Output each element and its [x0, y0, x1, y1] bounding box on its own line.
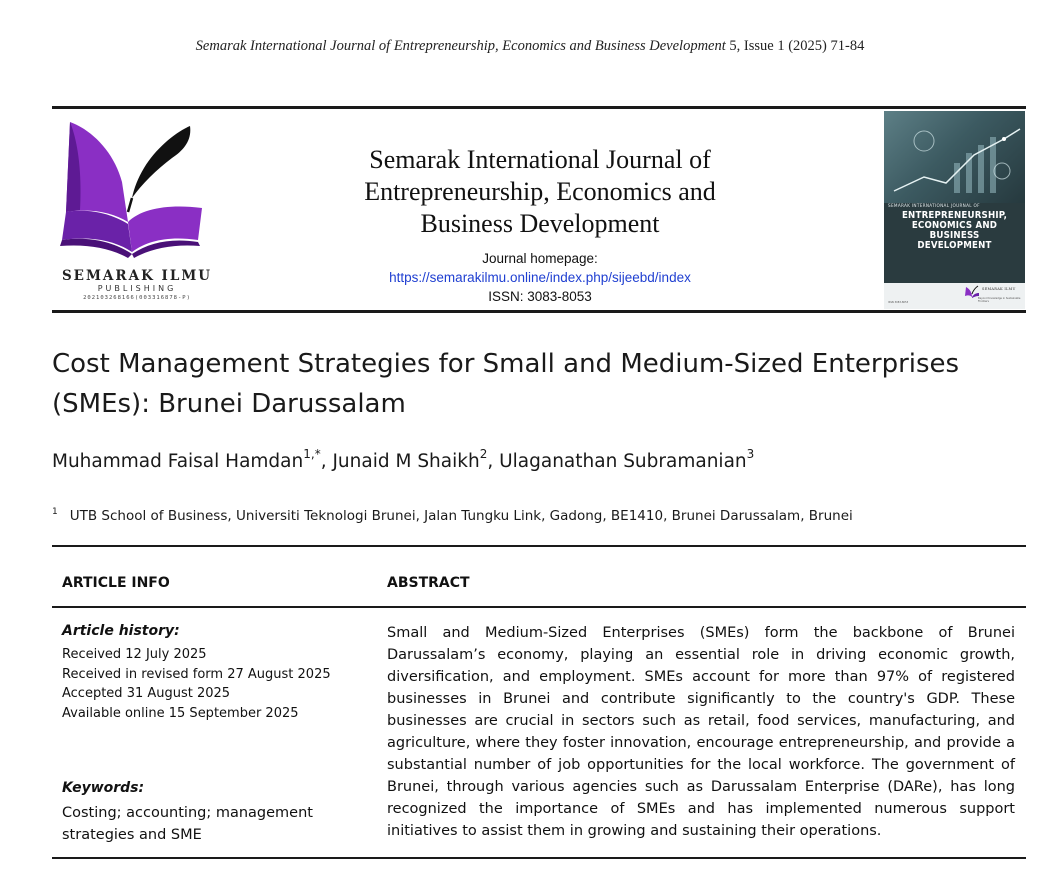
- journal-homepage-link[interactable]: https://semarakilmu.online/index.php/sijeebd/index: [389, 270, 691, 285]
- author-list: [52, 447, 755, 472]
- cover-band-text: SEMARAK ILMU: [982, 287, 1016, 291]
- book-quill-icon: [52, 112, 220, 272]
- abstract-header: ABSTRACT: [387, 575, 470, 591]
- paper-title-line: Cost Management Strategies for Small and Medium-Sized Enterprises: [52, 349, 960, 379]
- cover-title-line: ECONOMICS AND: [911, 220, 998, 231]
- cover-band-sub: Beyond Knowledge in Sustainable Frontiers: [978, 297, 1021, 303]
- affiliation: [52, 508, 853, 524]
- article-history-list: [62, 645, 331, 723]
- masthead-bottom-rule: [52, 310, 1026, 313]
- journal-title-line: Semarak International Journal of: [369, 145, 711, 174]
- abstract-text: Small and Medium-Sized Enterprises (SMEs) form the backbone of Brunei Darussalam’s economy, playing an essential role in driving economic growth, diversification, and employment. SMEs account for more than 97% of registered businesses in Brunei and contribute significantly to the country's GDP. These businesses are crucial in sectors such as retail, food services, manufacturing, and agriculture, where they foster innovation, encourage entrepreneurship, and provide a substantial number of job opportunities for the local workforce. The government of Brunei, through various agencies such as Darussalam Enterprise (DARe), has long recognized the importance of SMEs and has implemented numerous support initiatives to assist them in growing and sustaining their operations.: [387, 625, 1015, 839]
- article-history-label: Article history:: [62, 623, 180, 639]
- journal-cover: [884, 111, 1025, 309]
- journal-issn: ISSN: 3083-8053: [488, 289, 592, 304]
- history-item: Available online 15 September 2025: [62, 705, 299, 721]
- cover-title-line: ENTREPRENEURSHIP,: [901, 210, 1008, 221]
- journal-title-line: Entrepreneurship, Economics and: [364, 177, 716, 206]
- author-name: Junaid M Shaikh: [332, 451, 480, 472]
- masthead-top-rule: [52, 106, 1026, 109]
- info-table-top-rule: [52, 545, 1026, 547]
- cover-issn: ISSN 3083-8053: [888, 301, 909, 304]
- publisher-name: SEMARAK ILMU: [61, 268, 213, 284]
- info-table-bottom-rule: [52, 857, 1026, 859]
- running-head-citation: 5, Issue 1 (2025) 71-84: [725, 38, 865, 54]
- running-head-journal: Semarak International Journal of Entrepreneurship, Economics and Business Development: [195, 38, 726, 54]
- publisher-reg: 202103268166(003316878-P): [83, 295, 191, 301]
- journal-title-line: Business Development: [420, 209, 660, 238]
- cover-title: [888, 211, 1021, 251]
- paper-title: [52, 344, 1026, 424]
- info-table-header-rule: [52, 606, 1026, 608]
- author-name: Ulaganathan Subramanian: [499, 451, 747, 472]
- cover-title-line: BUSINESS: [929, 230, 980, 241]
- article-info-header: ARTICLE INFO: [62, 575, 170, 591]
- cover-artwork: [884, 111, 1025, 203]
- keywords-label: Keywords:: [62, 780, 145, 796]
- growth-chart-icon: [884, 111, 1025, 203]
- author-affiliation-mark: 1,*: [303, 447, 321, 461]
- journal-homepage-label: Journal homepage:: [482, 251, 598, 266]
- journal-title: [300, 144, 780, 240]
- publisher-sub: PUBLISHING: [97, 284, 177, 293]
- affiliation-text: UTB School of Business, Universiti Teknologi Brunei, Jalan Tungku Link, Gadong, BE1410, Brunei Darussalam, Brunei: [69, 508, 853, 524]
- cover-small-label: SEMARAK INTERNATIONAL JOURNAL OF: [888, 203, 980, 208]
- keywords-text: Costing; accounting; management strategies and SME: [62, 805, 313, 843]
- author-name: Muhammad Faisal Hamdan: [52, 451, 304, 472]
- history-item: Received 12 July 2025: [62, 647, 207, 662]
- history-item: Accepted 31 August 2025: [62, 686, 231, 701]
- author-separator: ,: [320, 451, 333, 472]
- cover-title-line: DEVELOPMENT: [917, 240, 992, 251]
- affiliation-number: 1: [52, 507, 58, 517]
- author-affiliation-mark: 3: [746, 447, 755, 461]
- history-item: Received in revised form 27 August 2025: [62, 666, 331, 682]
- paper-title-line: (SMEs): Brunei Darussalam: [52, 389, 406, 419]
- author-separator: ,: [487, 451, 500, 472]
- running-head: [0, 38, 1060, 55]
- journal-homepage-block: [300, 249, 780, 306]
- author-affiliation-mark: 2: [479, 447, 488, 461]
